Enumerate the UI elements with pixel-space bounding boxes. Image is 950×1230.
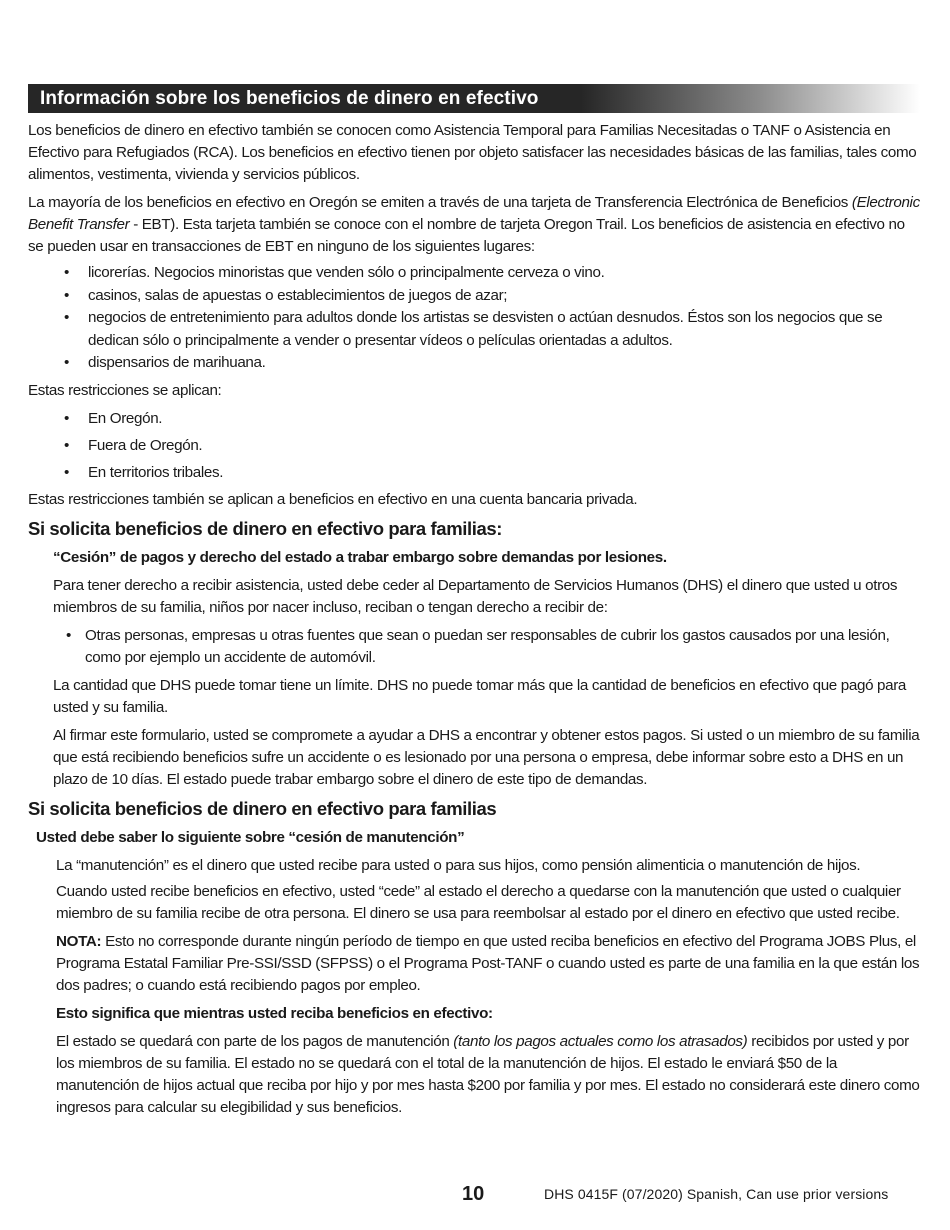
section-heading-families: Si solicita beneficios de dinero en efectivo para familias: bbox=[28, 517, 503, 539]
list-item: • Otras personas, empresas u otras fuentes que sean o puedan ser responsables de cubrir los gastos causados por una lesión, como por ejemplo un accidente de automóvil. bbox=[53, 625, 920, 670]
paragraph-signing: Al firmar este formulario, usted se compromete a ayudar a DHS a encontrar y obtener estos pagos. Si usted o un miembro de su familia que está recibiendo beneficios sufre un accidente o es lesionado por una persona o empresa, debe informar sobre esto a DHS en un plazo de 10 días. El estado puede trabar embargo sobre el dinero de este tipo de demandas. bbox=[53, 726, 920, 788]
injury-sources-list bbox=[53, 625, 920, 670]
note-label: NOTA: bbox=[56, 932, 102, 950]
paragraph-support-definition: La “manutención” es el dinero que usted recibe para usted o para sus hijos, como pensión alimenticia o manutención de hijos. bbox=[56, 856, 861, 874]
subheading-assignment-payments: “Cesión” de pagos y derecho del estado a trabar embargo sobre demandas por lesiones. bbox=[53, 548, 667, 566]
list-item: • Fuera de Oregón. bbox=[28, 435, 920, 457]
list-item: • En territorios tribales. bbox=[28, 462, 920, 484]
restrictions-note: Estas restricciones también se aplican a beneficios en efectivo en una cuenta bancaria privada. bbox=[28, 490, 638, 508]
paragraph-limit: La cantidad que DHS puede tomar tiene un límite. DHS no puede tomar más que la cantidad de beneficios en efectivo que pagó para usted y su familia. bbox=[53, 676, 907, 716]
restrictions-intro: Estas restricciones se aplican: bbox=[28, 381, 222, 399]
section-banner: Información sobre los beneficios de dinero en efectivo bbox=[28, 84, 920, 113]
form-identifier: DHS 0415F (07/2020) Spanish, Can use prior versions bbox=[544, 1186, 889, 1202]
paragraph-ebt: La mayoría de los beneficios en efectivo en Oregón se emiten a través de una tarjeta de Transferencia Electrónica de Beneficios (Electronic Benefit Transfer - EBT). Esta tarjeta también se conoce con el nombre de tarjeta Oregon Trail. Los beneficios de asistencia en efectivo no se pueden usar en transacciones de EBT en ninguno de los siguientes lugares: bbox=[28, 194, 920, 255]
list-item: • casinos, salas de apuestas o establecimientos de juegos de azar; bbox=[28, 285, 920, 308]
restrictions-list bbox=[28, 408, 920, 484]
list-item: • negocios de entretenimiento para adultos donde los artistas se desvisten o actúan desnudos. Éstos son los negocios que se dedican sólo o principalmente a vender o presentar vídeos o películas orientadas a adultos. bbox=[28, 307, 920, 352]
list-item: • dispensarios de marihuana. bbox=[28, 352, 920, 375]
subheading-meaning: Esto significa que mientras usted reciba beneficios en efectivo: bbox=[56, 1004, 493, 1022]
paragraph-assignment: Para tener derecho a recibir asistencia, usted debe ceder al Departamento de Servicios Humanos (DHS) el dinero que usted u otros miembros de su familia, niños por nacer incluso, reciban o tengan derecho a recibir de: bbox=[53, 576, 898, 616]
prohibited-places-list bbox=[28, 262, 920, 375]
page-number: 10 bbox=[462, 1183, 485, 1205]
section-heading-families-support: Si solicita beneficios de dinero en efectivo para familias bbox=[28, 797, 497, 819]
paragraph-note: NOTA: Esto no corresponde durante ningún período de tiempo en que usted reciba beneficios en efectivo del Programa JOBS Plus, el Programa Estatal Familiar Pre-SSI/SSD (SFPSS) o el Programa Post-TANF o cuando usted es parte de una familia en la que están los dos padres; o cuando está recibiendo pagos por empleo. bbox=[56, 932, 920, 994]
paragraph-cash-benefits-intro: Los beneficios de dinero en efectivo también se conocen como Asistencia Temporal para Familias Necesitadas o TANF o Asistencia en Efectivo para Refugiados (RCA). Los beneficios en efectivo tienen por objeto satisfacer las necesidades básicas de las familias, tales como alimentos, vestimenta, vivienda y servicios públicos. bbox=[28, 122, 917, 183]
paragraph-cede: Cuando usted recibe beneficios en efectivo, usted “cede” al estado el derecho a quedarse con la manutención que usted o cualquier miembro de su familia recibe de otra persona. El dinero se usa para reembolsar al estado por el dinero en efectivo que usted recibe. bbox=[56, 882, 901, 922]
list-item: • En Oregón. bbox=[28, 408, 920, 430]
paragraph-state-keeps: El estado se quedará con parte de los pagos de manutención (tanto los pagos actuales como los atrasados) recibidos por usted y por los miembros de su familia. El estado no se quedará con el total de la manutención de hijos. El estado le enviará $50 de la manutención de hijos actual que reciba por hijo y por mes hasta $200 por familia y por mes. El estado no considerará este dinero como ingresos para calcular su elegibilidad y sus beneficios. bbox=[56, 1032, 920, 1116]
list-item: • licorerías. Negocios minoristas que venden sólo o principalmente cerveza o vino. bbox=[28, 262, 920, 285]
page-content bbox=[28, 84, 920, 1125]
subheading-support-assignment: Usted debe saber lo siguiente sobre “cesión de manutención” bbox=[36, 828, 465, 846]
